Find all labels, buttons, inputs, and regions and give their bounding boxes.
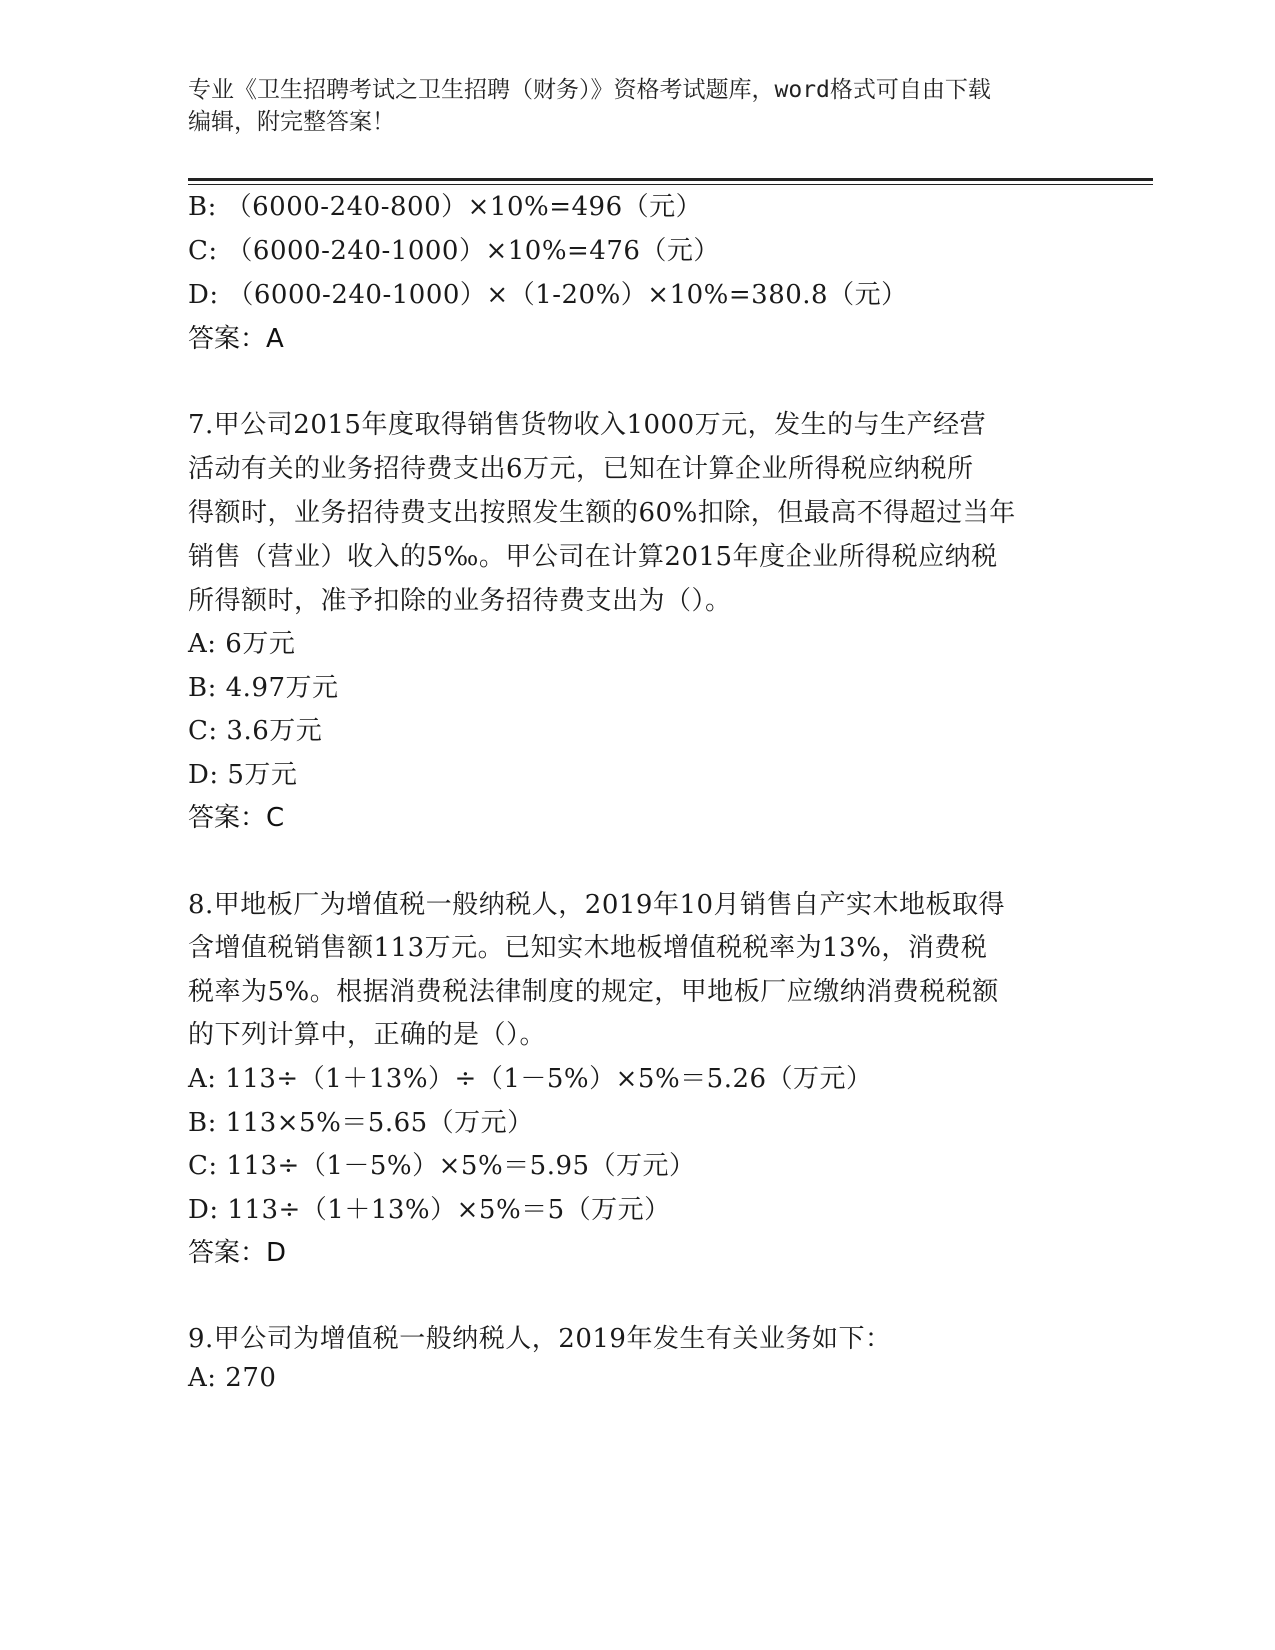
q7-line-1: 7.甲公司2015年度取得销售货物收入1000万元，发生的与生产经营 [188, 410, 987, 440]
prev-option-c: C: （6000-240-1000）×10%=476（元） [188, 236, 720, 266]
q7-line-4: 销售（营业）收入的5‰。甲公司在计算2015年度企业所得税应纳税 [188, 542, 998, 572]
q7-line-2: 活动有关的业务招待费支出6万元，已知在计算企业所得税应纳税所 [188, 454, 974, 484]
q7-line-3: 得额时，业务招待费支出按照发生额的60%扣除，但最高不得超过当年 [188, 498, 1016, 528]
prev-option-b: B: （6000-240-800）×10%=496（元） [188, 192, 703, 222]
q8-line-2: 含增值税销售额113万元。已知实木地板增值税税率为13%，消费税 [188, 933, 988, 963]
prev-answer: 答案：A [188, 324, 284, 354]
q8-option-c: C: 113÷（1－5%）×5%＝5.95（万元） [188, 1151, 696, 1181]
header-divider-thin [188, 184, 1153, 185]
q8-line-1: 8.甲地板厂为增值税一般纳税人，2019年10月销售自产实木地板取得 [188, 890, 1006, 920]
header-line-2: 编辑，附完整答案！ [188, 109, 395, 135]
q7-option-c: C: 3.6万元 [188, 716, 323, 746]
q7-line-5: 所得额时，准予扣除的业务招待费支出为（）。 [188, 586, 732, 616]
q8-option-d: D: 113÷（1＋13%）×5%＝5（万元） [188, 1195, 671, 1225]
q7-answer: 答案：C [188, 803, 285, 833]
q8-option-b: B: 113×5%＝5.65（万元） [188, 1108, 534, 1138]
q8-line-3: 税率为5%。根据消费税法律制度的规定，甲地板厂应缴纳消费税税额 [188, 977, 999, 1007]
q9-option-a: A: 270 [188, 1363, 277, 1393]
q9-line-1: 9.甲公司为增值税一般纳税人，2019年发生有关业务如下： [188, 1324, 892, 1354]
header-line-1: 专业《卫生招聘考试之卫生招聘（财务）》资格考试题库，word格式可自由下载 [188, 77, 991, 103]
prev-option-d: D: （6000-240-1000）×（1-20%）×10%=380.8（元） [188, 280, 908, 310]
q8-option-a: A: 113÷（1＋13%）÷（1－5%）×5%＝5.26（万元） [188, 1064, 873, 1094]
header-divider-thick [188, 178, 1153, 181]
q7-option-a: A: 6万元 [188, 629, 296, 659]
q7-option-d: D: 5万元 [188, 760, 298, 790]
q7-option-b: B: 4.97万元 [188, 673, 339, 703]
q8-line-4: 的下列计算中，正确的是（）。 [188, 1020, 547, 1050]
document-header [188, 74, 1088, 138]
q8-answer: 答案：D [188, 1238, 287, 1268]
